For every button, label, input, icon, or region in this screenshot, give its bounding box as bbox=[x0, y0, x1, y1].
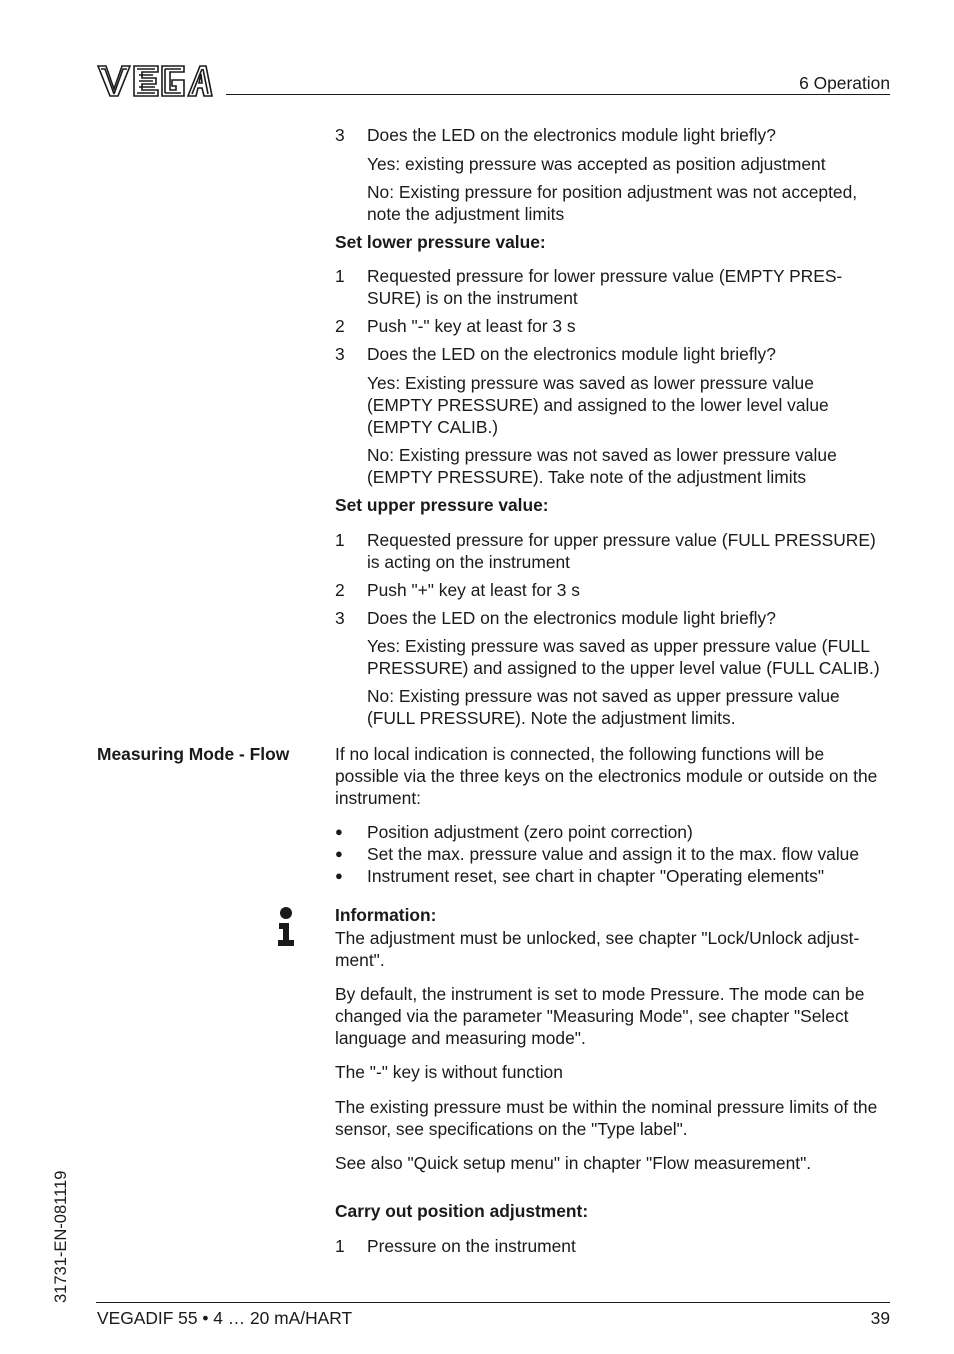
paragraph-line: sensor, see specifications on the "Type label". bbox=[335, 1119, 688, 1139]
paragraph-line: (FULL PRESSURE). Note the adjustment limits. bbox=[367, 708, 736, 728]
information-icon bbox=[276, 906, 296, 948]
page-number: 39 bbox=[870, 1308, 890, 1328]
subheading-upper-pressure: Set upper pressure value: bbox=[335, 495, 549, 515]
bullet-icon: ● bbox=[335, 868, 343, 883]
step-text: Push "-" key at least for 3 s bbox=[367, 316, 576, 336]
step-number: 2 bbox=[335, 316, 345, 336]
bullet-icon: ● bbox=[335, 824, 343, 839]
paragraph-line: No: Existing pressure was not saved as lower pressure value bbox=[367, 445, 837, 465]
section-heading: 6 Operation bbox=[799, 73, 890, 93]
step-text: Push "+" key at least for 3 s bbox=[367, 580, 580, 600]
step-number: 2 bbox=[335, 580, 345, 600]
paragraph-line: possible via the three keys on the electronics module or outside on the bbox=[335, 766, 878, 786]
info-text: ment". bbox=[335, 950, 385, 970]
footer-rule bbox=[96, 1302, 890, 1303]
paragraph-line: (EMPTY PRESSURE) and assigned to the lower level value bbox=[367, 395, 829, 415]
header-rule bbox=[226, 94, 890, 95]
vega-logo bbox=[96, 64, 214, 98]
paragraph-line: By default, the instrument is set to mode Pressure. The mode can be bbox=[335, 984, 865, 1004]
step-text: Pressure on the instrument bbox=[367, 1236, 576, 1256]
info-text: The adjustment must be unlocked, see chapter "Lock/Unlock adjust- bbox=[335, 928, 860, 948]
subheading-lower-pressure: Set lower pressure value: bbox=[335, 232, 546, 252]
step-number: 3 bbox=[335, 344, 345, 364]
paragraph-line: (EMPTY PRESSURE). Take note of the adjustment limits bbox=[367, 467, 807, 487]
paragraph-line: PRESSURE) and assigned to the upper level value (FULL CALIB.) bbox=[367, 658, 880, 678]
paragraph-line: language and measuring mode". bbox=[335, 1028, 586, 1048]
paragraph-line: The "-" key is without function bbox=[335, 1062, 563, 1082]
bullet-icon: ● bbox=[335, 846, 343, 861]
step-text: Does the LED on the electronics module light briefly? bbox=[367, 125, 776, 145]
paragraph-line: (EMPTY CALIB.) bbox=[367, 417, 499, 437]
bullet-item: Set the max. pressure value and assign it to the max. flow value bbox=[367, 844, 860, 864]
paragraph-line: Yes: existing pressure was accepted as position adjustment bbox=[367, 154, 826, 174]
paragraph-line: Yes: Existing pressure was saved as upper pressure value (FULL bbox=[367, 636, 870, 656]
paragraph-line: changed via the parameter "Measuring Mode", see chapter "Select bbox=[335, 1006, 849, 1026]
document-code: 31731-EN-081119 bbox=[52, 1170, 70, 1303]
paragraph-line: instrument: bbox=[335, 788, 422, 808]
footer-product: VEGADIF 55 • 4 … 20 mA/HART bbox=[97, 1308, 353, 1328]
bullet-item: Instrument reset, see chart in chapter "Operating elements" bbox=[367, 866, 824, 886]
paragraph-line: No: Existing pressure for position adjustment was not accepted, bbox=[367, 182, 858, 202]
step-number: 1 bbox=[335, 1236, 345, 1256]
step-text: Requested pressure for upper pressure value (FULL PRESSURE) bbox=[367, 530, 876, 550]
paragraph-line: See also "Quick setup menu" in chapter "Flow measurement". bbox=[335, 1153, 812, 1173]
info-heading: Information: bbox=[335, 905, 437, 925]
side-heading-measuring-mode-flow: Measuring Mode - Flow bbox=[97, 744, 290, 764]
bullet-item: Position adjustment (zero point correction) bbox=[367, 822, 693, 842]
step-number: 1 bbox=[335, 266, 345, 286]
step-number: 3 bbox=[335, 125, 345, 145]
subheading-position-adjustment: Carry out position adjustment: bbox=[335, 1201, 589, 1221]
step-text: is acting on the instrument bbox=[367, 552, 570, 572]
step-number: 1 bbox=[335, 530, 345, 550]
paragraph-line: No: Existing pressure was not saved as upper pressure value bbox=[367, 686, 840, 706]
paragraph-line: If no local indication is connected, the following functions will be bbox=[335, 744, 825, 764]
step-number: 3 bbox=[335, 608, 345, 628]
step-text: Requested pressure for lower pressure value (EMPTY PRES- bbox=[367, 266, 843, 286]
paragraph-line: Yes: Existing pressure was saved as lower pressure value bbox=[367, 373, 814, 393]
paragraph-line: note the adjustment limits bbox=[367, 204, 565, 224]
step-text: SURE) is on the instrument bbox=[367, 288, 578, 308]
step-text: Does the LED on the electronics module light briefly? bbox=[367, 608, 776, 628]
paragraph-line: The existing pressure must be within the nominal pressure limits of the bbox=[335, 1097, 878, 1117]
step-text: Does the LED on the electronics module light briefly? bbox=[367, 344, 776, 364]
